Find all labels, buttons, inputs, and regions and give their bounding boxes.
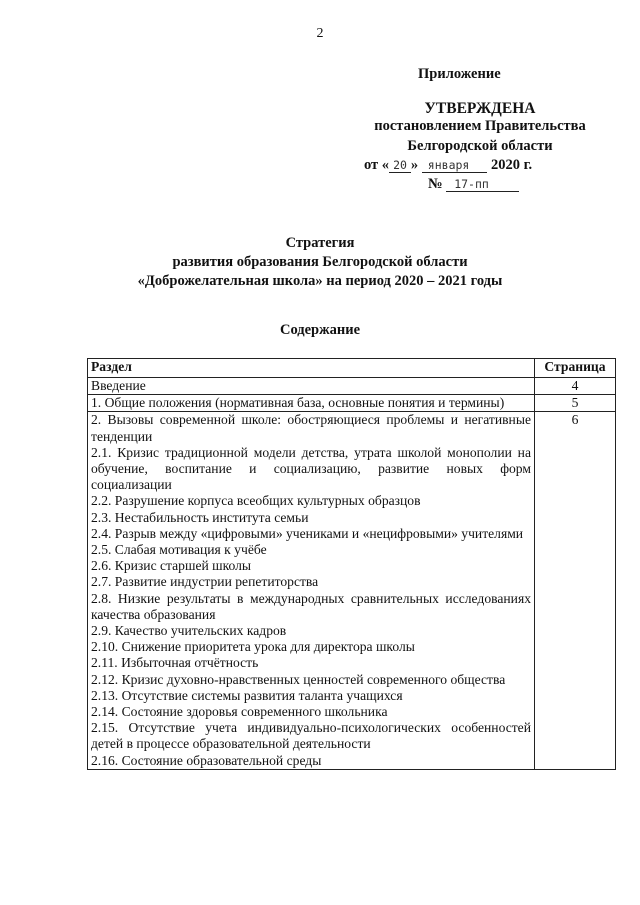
page-cell: 4 <box>535 378 616 395</box>
section-item: 2.6. Кризис старшей школы <box>91 558 252 574</box>
section-item: 2.4. Разрыв между «цифровыми» учениками и «нецифровыми» учителями <box>91 525 524 541</box>
section-item: 2.15. Отсутствие учета индивидуально-психологических особенностей детей в процессе образовательной деятельности <box>91 720 531 752</box>
section-cell <box>88 395 535 412</box>
appendix-label: Приложение <box>418 66 501 82</box>
date-month: января <box>422 158 488 173</box>
number-prefix: № <box>428 176 443 192</box>
title-line-3: «Доброжелательная школа» на период 2020 – 2021 годы <box>137 273 503 289</box>
resolution-label: постановлением Правительства <box>374 118 586 134</box>
section-item: 2.10. Снижение приоритета урока для директора школы <box>91 639 415 655</box>
table-row <box>88 395 616 412</box>
section-item: 2.9. Качество учительских кадров <box>91 623 287 639</box>
contents-table <box>87 358 616 770</box>
section-item: 1. Общие положения (нормативная база, основные понятия и термины) <box>91 395 505 411</box>
header-page: Страница <box>535 359 616 378</box>
section-cell <box>88 412 535 769</box>
section-item: 2.1. Кризис традиционной модели детства, утрата школой монополии на обучение, воспитание и социализацию, развитие новых форм социализации <box>91 444 531 493</box>
table-header-row <box>88 359 616 378</box>
page-number: 2 <box>316 26 324 41</box>
title-line-2: развития образования Белгородской области <box>172 254 468 270</box>
date-year: 2020 г. <box>490 157 533 173</box>
number-value: 17-пп <box>446 177 519 192</box>
section-item: 2.14. Состояние здоровья современного школьника <box>91 704 388 720</box>
region-label: Белгородской области <box>407 138 553 154</box>
table-row <box>88 378 616 395</box>
section-item: 2.7. Развитие индустрии репетиторства <box>91 574 319 590</box>
page-cell: 6 <box>535 412 616 769</box>
section-item: 2.5. Слабая мотивация к учёбе <box>91 542 267 558</box>
section-item: 2.11. Избыточная отчётность <box>91 655 259 671</box>
approval-date <box>364 155 634 176</box>
section-cell <box>88 378 535 395</box>
strategy-title <box>0 234 640 291</box>
approval-number <box>428 174 628 195</box>
date-mid: » <box>410 157 419 173</box>
section-item: 2.13. Отсутствие системы развития таланта учащихся <box>91 687 403 703</box>
contents-heading: Содержание <box>279 322 361 338</box>
section-item: 2.16. Состояние образовательной среды <box>91 752 322 768</box>
page-cell: 5 <box>535 395 616 412</box>
section-item: 2. Вызовы современной школе: обостряющиеся проблемы и негативные тенденции <box>91 412 531 444</box>
table-row <box>88 412 616 769</box>
section-item: 2.3. Нестабильность института семьи <box>91 509 309 525</box>
section-item: Введение <box>91 378 146 393</box>
section-item: 2.8. Низкие результаты в международных сравнительных исследованиях качества образования <box>91 590 531 622</box>
title-line-1: Стратегия <box>285 235 355 251</box>
header-section: Раздел <box>88 359 535 378</box>
date-day: 20 <box>389 158 411 173</box>
section-item: 2.12. Кризис духовно-нравственных ценностей современного общества <box>91 671 506 687</box>
date-prefix: от « <box>364 157 390 173</box>
section-item: 2.2. Разрушение корпуса всеобщих культурных образцов <box>91 493 421 509</box>
approved-label: УТВЕРЖДЕНА <box>424 100 536 117</box>
contents-table-body <box>88 378 616 770</box>
